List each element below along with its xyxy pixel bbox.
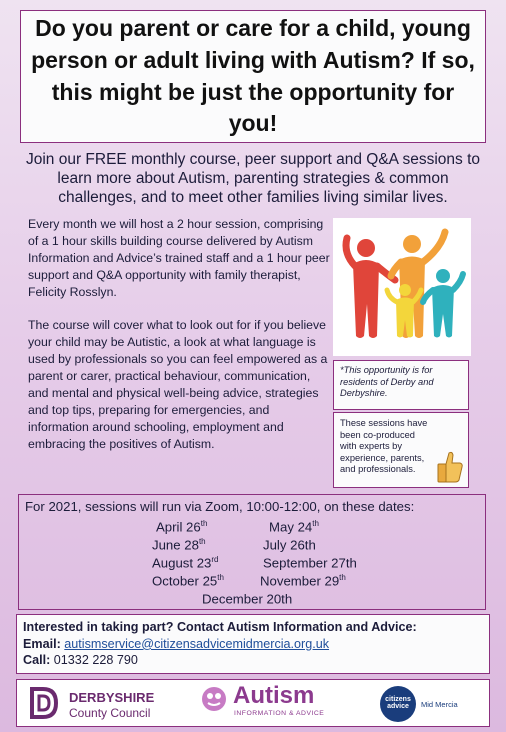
contact-heading: Interested in taking part? Contact Autism Information and Advice:	[23, 620, 417, 634]
family-hands-image	[333, 218, 471, 356]
date-item: November 29th	[260, 573, 346, 589]
date-item: August 23rd	[152, 555, 219, 571]
residents-note: *This opportunity is for residents of Derby and Derbyshire.	[333, 360, 469, 410]
body-paragraph-course: The course will cover what to look out for if you believe your child may be Autistic, a look at what language is used by professionals so you can feel empowered as a parent or carer, practical behaviour, communication, and mental and physical well-being advice, strategies and top tips, preparing for emergencies, and information around schooling, employment and embracing the positives of Autism.	[28, 318, 328, 451]
derbyshire-name: DERBYSHIRE	[69, 690, 155, 705]
thumbs-up-icon	[435, 450, 465, 484]
date-item: May 24th	[269, 519, 319, 535]
autism-logo	[199, 682, 325, 719]
email-link[interactable]: autismservice@citizensadvicemidmercia.org.uk	[64, 636, 330, 651]
logos-box	[16, 679, 490, 727]
date-item: April 26th	[156, 519, 208, 535]
date-item: June 28th	[152, 537, 206, 553]
intro-text: Join our FREE monthly course, peer support and Q&A sessions to learn more about Autism, parenting strategies & common challenges, and to meet other families living similar lives.	[25, 151, 481, 206]
dates-box	[18, 494, 486, 610]
coproduced-note-text: These sessions have been co-produced with experts by experience, parents, and professionals.	[340, 418, 428, 475]
headline: Do you parent or care for a child, young person or adult living with Autism? If so, this might be just the opportunity for you!	[31, 15, 475, 137]
autism-sub: INFORMATION & ADVICE	[234, 710, 325, 717]
contact-email-row	[23, 636, 483, 653]
citizens-advice-region: Mid Mercia	[421, 700, 458, 709]
phone-number[interactable]: 01332 228 790	[53, 653, 138, 668]
body-paragraph-session: Every month we will host a 2 hour session, comprising of a 1 hour skills building course delivered by Autism Information and Advice’s trained staff and a 1 hour peer support and Q&A opportunity with family therapist, Felicity Rosslyn.	[28, 217, 330, 299]
derbyshire-sub: County Council	[69, 706, 151, 720]
call-label: Call:	[23, 653, 51, 668]
derbyshire-logo	[29, 686, 155, 725]
date-item: July 26th	[263, 537, 316, 553]
date-item: October 25th	[152, 573, 224, 589]
headline-box	[20, 10, 486, 143]
coproduced-note	[333, 412, 469, 488]
derbyshire-logo-icon	[29, 686, 59, 720]
date-item: September 27th	[263, 555, 357, 571]
dates-intro: For 2021, sessions will run via Zoom, 10:00-12:00, on these dates:	[25, 499, 415, 514]
contact-box	[16, 614, 490, 674]
email-label: Email:	[23, 636, 61, 651]
autism-name: Autism	[233, 682, 315, 709]
citizens-advice-text: citizens advice	[385, 696, 411, 711]
autism-logo-icon	[199, 684, 229, 714]
contact-phone-row	[23, 652, 483, 669]
citizens-advice-logo	[379, 685, 458, 728]
date-item: December 20th	[202, 591, 293, 607]
